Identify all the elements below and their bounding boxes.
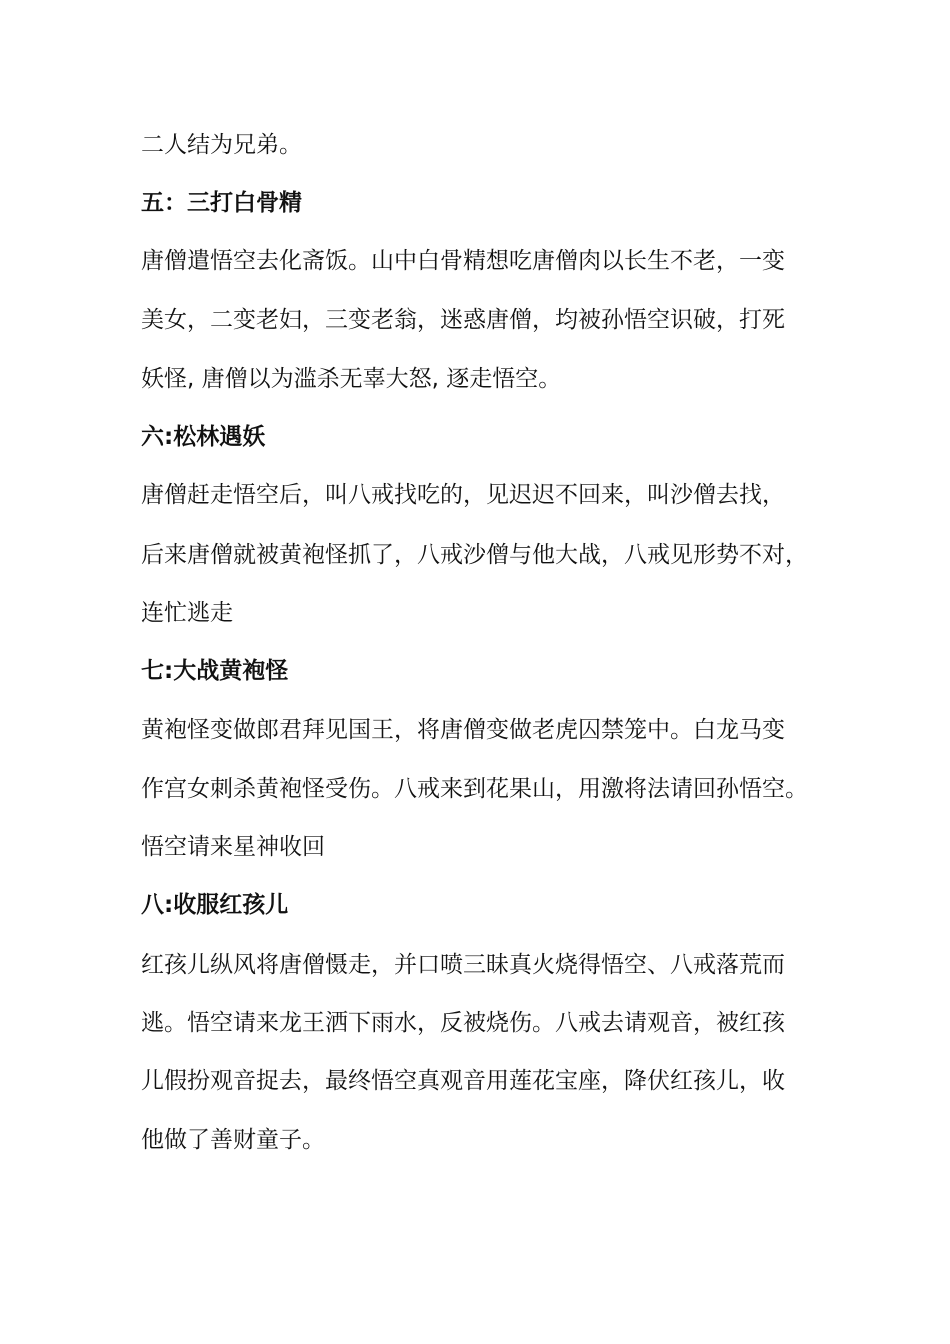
paragraph-line: 儿假扮观音捉去，最终悟空真观音用莲花宝座，降伏红孩儿，收 bbox=[141, 1068, 785, 1094]
paragraph-line: 后来唐僧就被黄袍怪抓了，八戒沙僧与他大战，八戒见形势不对， bbox=[141, 542, 808, 568]
paragraph-line: 逃。悟空请来龙王洒下雨水，反被烧伤。八戒去请观音，被红孩 bbox=[141, 1010, 785, 1036]
section-heading-5: 五：三打白骨精 bbox=[141, 190, 302, 216]
paragraph-line: 黄袍怪变做郎君拜见国王，将唐僧变做老虎囚禁笼中。白龙马变 bbox=[141, 717, 785, 743]
paragraph-line: 唐僧遣悟空去化斋饭。山中白骨精想吃唐僧肉以长生不老，一变 bbox=[141, 248, 785, 274]
section-heading-8: 八:收服红孩儿 bbox=[141, 892, 289, 918]
paragraph-line: 红孩儿纵风将唐僧慑走，并口喷三昧真火烧得悟空、八戒落荒而 bbox=[141, 952, 785, 978]
paragraph-line: 连忙逃走 bbox=[141, 600, 233, 626]
paragraph-line: 作宫女刺杀黄袍怪受伤。八戒来到花果山，用激将法请回孙悟空。 bbox=[141, 776, 808, 802]
paragraph-line: 唐僧赶走悟空后，叫八戒找吃的，见迟迟不回来，叫沙僧去找， bbox=[141, 482, 785, 508]
paragraph-line: 美女，二变老妇，三变老翁，迷惑唐僧，均被孙悟空识破，打死 bbox=[141, 307, 785, 333]
paragraph-line: 他做了善财童子。 bbox=[141, 1127, 325, 1153]
section-heading-6: 六:松林遇妖 bbox=[141, 424, 266, 450]
paragraph-line: 妖怪, 唐僧以为滥杀无辜大怒, 逐走悟空。 bbox=[141, 366, 562, 392]
section-heading-7: 七:大战黄袍怪 bbox=[141, 658, 289, 684]
paragraph-line: 悟空请来星神收回 bbox=[141, 834, 325, 860]
intro-line: 二人结为兄弟。 bbox=[141, 132, 302, 158]
